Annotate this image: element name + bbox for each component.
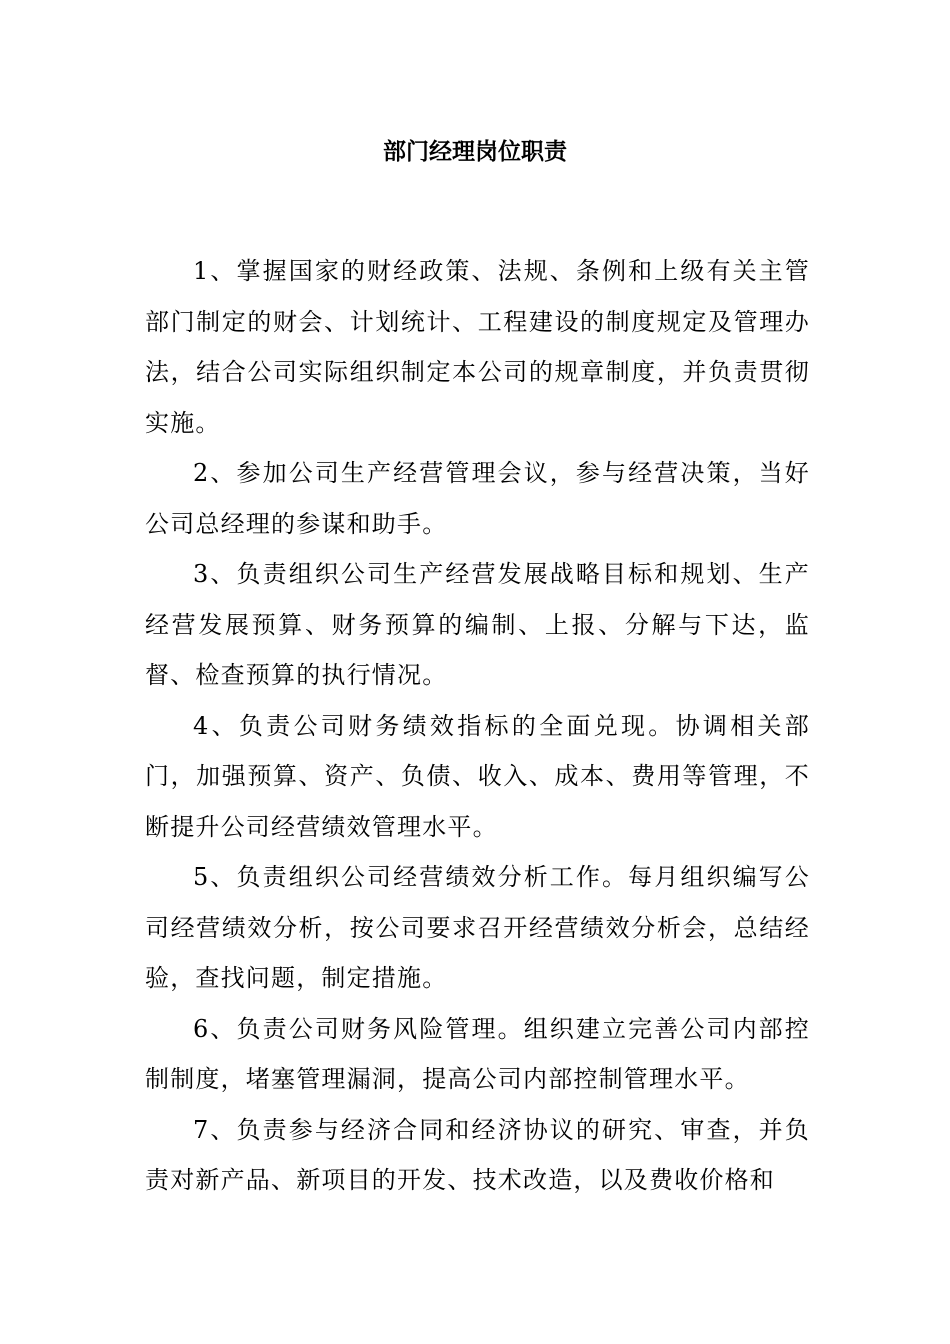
duty-paragraph-5: 5、负责组织公司经营绩效分析工作。每月组织编写公司经营绩效分析，按公司要求召开经营绩效分析会，总结经验，查找问题，制定措施。 [145,863,810,992]
duty-paragraph-4: 4、负责公司财务绩效指标的全面兑现。协调相关部门，加强预算、资产、负债、收入、成本、费用等管理，不断提升公司经营绩效管理水平。 [145,711,810,841]
document-title: 部门经理岗位职责 [383,139,567,165]
document-body [145,246,810,1206]
duty-paragraph-3: 3、负责组织公司生产经营发展战略目标和规划、生产经营发展预算、财务预算的编制、上报、分解与下达，监督、检查预算的执行情况。 [145,560,810,689]
duty-paragraph-2: 2、参加公司生产经营管理会议，参与经营决策，当好公司总经理的参谋和助手。 [145,459,810,538]
duty-paragraph-6: 6、负责公司财务风险管理。组织建立完善公司内部控制制度，堵塞管理漏洞，提高公司内部控制管理水平。 [145,1014,810,1093]
duty-paragraph-1: 1、掌握国家的财经政策、法规、条例和上级有关主管部门制定的财会、计划统计、工程建设的制度规定及管理办法，结合公司实际组织制定本公司的规章制度，并负责贯彻实施。 [145,257,810,437]
duty-paragraph-7: 7、负责参与经济合同和经济协议的研究、审查，并负责对新产品、新项目的开发、技术改造，以及费收价格和 [145,1115,810,1194]
